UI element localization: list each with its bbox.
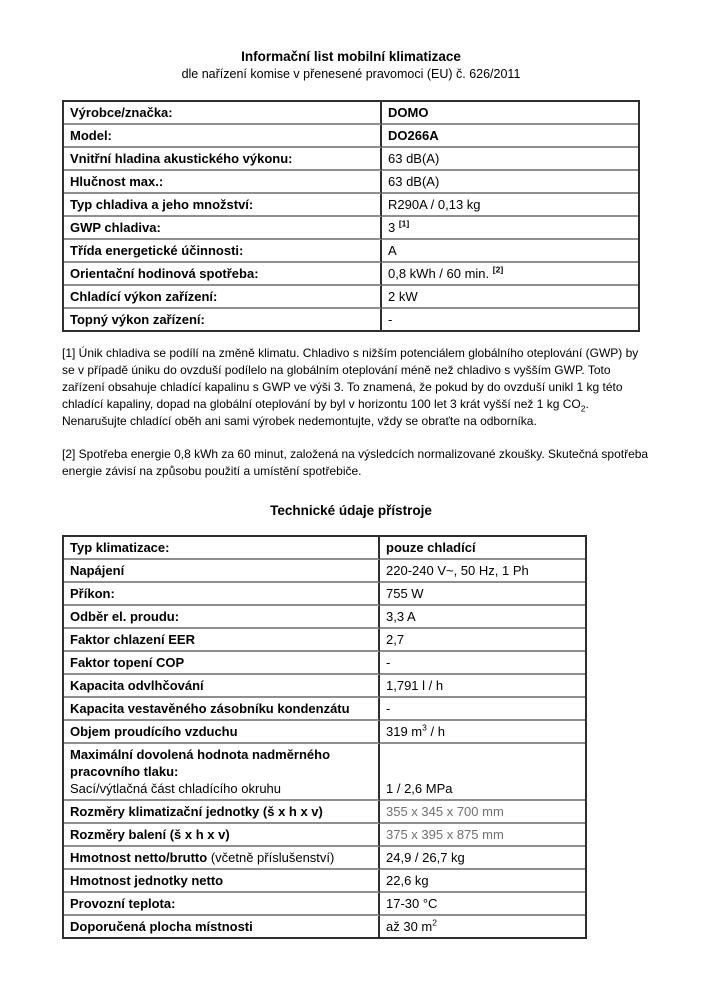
table-row bbox=[64, 537, 585, 560]
page-title: Informační list mobilní klimatizace bbox=[241, 49, 461, 64]
table-row bbox=[64, 583, 585, 606]
row-label bbox=[64, 652, 380, 675]
text-segment: DO266A bbox=[388, 128, 439, 143]
text-segment: 17-30 °C bbox=[386, 896, 438, 911]
row-label bbox=[64, 824, 380, 847]
row-label bbox=[64, 893, 380, 916]
text-segment: 3 bbox=[422, 722, 427, 733]
text-segment: Typ klimatizace: bbox=[70, 540, 170, 555]
row-value bbox=[380, 629, 585, 652]
text-segment: [1] bbox=[398, 218, 410, 229]
row-value bbox=[380, 652, 585, 675]
text-segment: Odběr el. proudu: bbox=[70, 609, 180, 624]
table-row bbox=[64, 629, 585, 652]
text-segment: Hlučnost max.: bbox=[70, 174, 164, 189]
text-segment: [1] Únik chladiva se podílí na změně klimatu. Chladivo s nižším potenciálem globálního oteplování (GWP) by se v případě úniku do ovzduší podílelo na globálním oteplování méně než chladivo s vyšším GWP. Toto zařízení obsahuje chladící kapalinu s GWP ve výši 3. To znamená, že pokud by do ovzduší unikl 1 kg této chladící kapaliny, dopad na globální oteplování by byl v horizontu 100 let 3 krát vyšší než 1 kg CO bbox=[62, 346, 639, 411]
row-value bbox=[382, 240, 638, 263]
text-segment: Příkon: bbox=[70, 586, 115, 601]
row-label bbox=[64, 916, 380, 937]
text-segment: Sací/výtlačná část chladícího okruhu bbox=[70, 781, 282, 796]
text-segment: - bbox=[386, 701, 391, 716]
text-segment: [2] Spotřeba energie 0,8 kWh za 60 minut, založená na výsledcích normalizované zkoušky. Skutečná spotřeba energie závisí na způsobu použití a umístění spotřebiče. bbox=[62, 447, 649, 478]
row-value bbox=[380, 824, 585, 847]
table-row bbox=[64, 916, 585, 937]
footnote-2 bbox=[62, 446, 654, 480]
text-segment: 2 bbox=[580, 403, 586, 414]
text-segment: Provozní teplota: bbox=[70, 896, 176, 911]
row-value bbox=[380, 801, 585, 824]
document-content bbox=[62, 49, 649, 939]
row-value bbox=[380, 721, 585, 744]
table-row bbox=[64, 286, 638, 309]
text-segment: Topný výkon zařízení: bbox=[70, 312, 205, 327]
row-value bbox=[382, 125, 638, 148]
text-segment: pouze chladící bbox=[386, 540, 476, 555]
text-segment: 755 W bbox=[386, 586, 424, 601]
text-segment: Třída energetické účinnosti: bbox=[70, 243, 244, 258]
text-segment: . Nenarušujte chladící oběh ani sami výrobek nedemontujte, vždy se obraťte na odborníka. bbox=[62, 397, 589, 428]
row-label bbox=[64, 744, 380, 801]
row-label bbox=[64, 560, 380, 583]
text-segment: Doporučená plocha místnosti bbox=[70, 919, 253, 934]
row-value bbox=[380, 870, 585, 893]
text-segment: 3,3 A bbox=[386, 609, 416, 624]
table-row bbox=[64, 744, 585, 801]
row-value bbox=[382, 309, 638, 330]
text-segment: 319 m bbox=[386, 724, 423, 739]
table-row bbox=[64, 102, 638, 125]
row-value bbox=[380, 847, 585, 870]
text-segment: DOMO bbox=[388, 105, 429, 120]
text-segment: 24,9 / 26,7 kg bbox=[386, 850, 465, 865]
row-label bbox=[64, 102, 382, 125]
table-row bbox=[64, 125, 638, 148]
technical-data-table bbox=[62, 535, 587, 939]
row-label bbox=[64, 847, 380, 870]
text-segment: Orientační hodinová spotřeba: bbox=[70, 266, 259, 281]
text-segment: 2 bbox=[432, 917, 437, 928]
row-value bbox=[380, 537, 585, 560]
text-segment: Kapacita vestavěného zásobníku kondenzátu bbox=[70, 701, 350, 716]
row-label bbox=[64, 698, 380, 721]
row-value bbox=[380, 893, 585, 916]
row-label bbox=[64, 537, 380, 560]
row-label bbox=[64, 263, 382, 286]
row-label bbox=[64, 721, 380, 744]
table-row bbox=[64, 870, 585, 893]
text-segment: GWP chladiva: bbox=[70, 220, 161, 235]
text-segment: Faktor chlazení EER bbox=[70, 632, 195, 647]
text-segment: Kapacita odvlhčování bbox=[70, 678, 204, 693]
row-label bbox=[64, 194, 382, 217]
row-value bbox=[380, 744, 585, 801]
text-segment: Maximální dovolená hodnota nadměrného pracovního tlaku: bbox=[70, 747, 331, 779]
text-segment: Hmotnost jednotky netto bbox=[70, 873, 224, 888]
row-label bbox=[64, 870, 380, 893]
row-label bbox=[64, 240, 382, 263]
text-segment: Rozměry balení (š x h x v) bbox=[70, 827, 230, 842]
text-segment: Objem proudícího vzduchu bbox=[70, 724, 238, 739]
row-label bbox=[64, 286, 382, 309]
table-row bbox=[64, 698, 585, 721]
text-segment: (včetně příslušenství) bbox=[207, 850, 335, 865]
text-segment: 2 kW bbox=[388, 289, 418, 304]
text-segment: 0,8 kWh / 60 min. bbox=[388, 266, 493, 281]
text-segment: - bbox=[388, 312, 393, 327]
text-segment: 2,7 bbox=[386, 632, 405, 647]
text-segment: 220-240 V~, 50 Hz, 1 Ph bbox=[386, 563, 529, 578]
table-row bbox=[64, 560, 585, 583]
row-value bbox=[380, 916, 585, 937]
table-row bbox=[64, 721, 585, 744]
row-value bbox=[382, 194, 638, 217]
text-segment: Výrobce/značka: bbox=[70, 105, 173, 120]
row-value bbox=[382, 102, 638, 125]
text-segment: [2] bbox=[492, 264, 504, 275]
text-segment: Faktor topení COP bbox=[70, 655, 185, 670]
text-segment: 355 x 345 x 700 mm bbox=[386, 804, 504, 819]
text-segment: Hmotnost netto/brutto bbox=[70, 850, 208, 865]
section-title: Technické údaje přístroje bbox=[270, 503, 432, 518]
row-value bbox=[382, 263, 638, 286]
row-label bbox=[64, 583, 380, 606]
text-segment: Typ chladiva a jeho množství: bbox=[70, 197, 254, 212]
text-segment: 63 dB(A) bbox=[388, 151, 440, 166]
row-value bbox=[382, 171, 638, 194]
row-value bbox=[382, 286, 638, 309]
row-label bbox=[64, 309, 382, 330]
table-row bbox=[64, 309, 638, 330]
table-row bbox=[64, 893, 585, 916]
row-value bbox=[380, 675, 585, 698]
text-segment: R290A / 0,13 kg bbox=[388, 197, 481, 212]
row-label bbox=[64, 675, 380, 698]
text-segment: Rozměry klimatizační jednotky (š x h x v) bbox=[70, 804, 323, 819]
text-segment: A bbox=[388, 243, 397, 258]
table-row bbox=[64, 217, 638, 240]
row-value bbox=[380, 583, 585, 606]
text-segment: / h bbox=[426, 724, 445, 739]
text-segment: Chladící výkon zařízení: bbox=[70, 289, 218, 304]
row-value bbox=[380, 560, 585, 583]
text-segment: Model: bbox=[70, 128, 112, 143]
table-row bbox=[64, 194, 638, 217]
text-segment: 1 / 2,6 MPa bbox=[386, 781, 453, 796]
text-segment: 22,6 kg bbox=[386, 873, 429, 888]
text-segment: Vnitřní hladina akustického výkonu: bbox=[70, 151, 293, 166]
footnote-1 bbox=[62, 345, 654, 430]
row-value bbox=[380, 606, 585, 629]
row-value bbox=[382, 148, 638, 171]
table-row bbox=[64, 652, 585, 675]
text-segment: 1,791 l / h bbox=[386, 678, 444, 693]
row-label bbox=[64, 217, 382, 240]
text-segment: 63 dB(A) bbox=[388, 174, 440, 189]
table-row bbox=[64, 824, 585, 847]
text-segment: 3 bbox=[388, 220, 399, 235]
table-row bbox=[64, 847, 585, 870]
table-row bbox=[64, 606, 585, 629]
text-segment: Napájení bbox=[70, 563, 125, 578]
row-value bbox=[380, 698, 585, 721]
row-label bbox=[64, 629, 380, 652]
table-row bbox=[64, 801, 585, 824]
row-label bbox=[64, 606, 380, 629]
table-row bbox=[64, 675, 585, 698]
row-label bbox=[64, 148, 382, 171]
text-segment: - bbox=[386, 655, 391, 670]
row-label bbox=[64, 171, 382, 194]
row-label bbox=[64, 801, 380, 824]
info-sheet-table bbox=[62, 100, 640, 332]
table-row bbox=[64, 171, 638, 194]
row-label bbox=[64, 125, 382, 148]
page-subtitle: dle nařízení komise v přenesené pravomoci (EU) č. 626/2011 bbox=[181, 67, 521, 81]
text-segment: až 30 m bbox=[386, 919, 433, 934]
table-row bbox=[64, 148, 638, 171]
text-segment: 375 x 395 x 875 mm bbox=[386, 827, 504, 842]
table-row bbox=[64, 240, 638, 263]
table-row bbox=[64, 263, 638, 286]
row-value bbox=[382, 217, 638, 240]
